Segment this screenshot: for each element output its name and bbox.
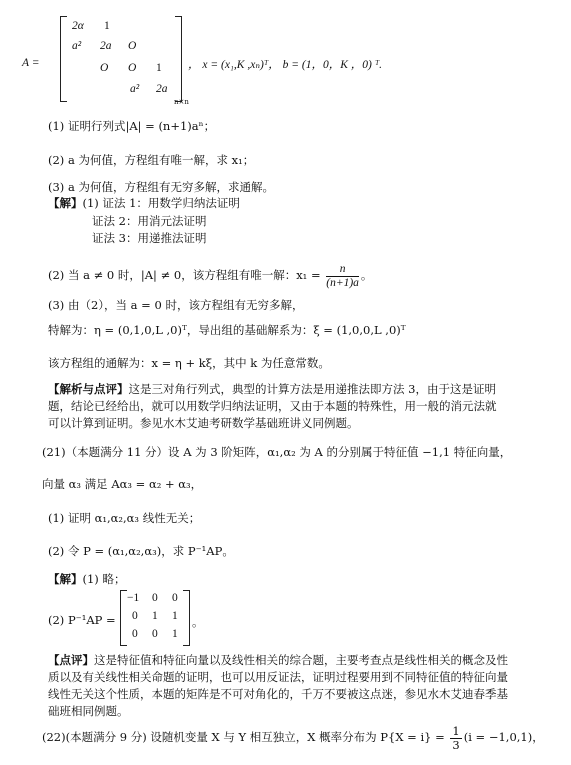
q21-solution-2: (2) P⁻¹AP = xyxy=(48,613,116,627)
matrix-a-cell: 2a xyxy=(156,83,168,95)
analysis-line-1: 【解析与点评】这是三对角行列式，典型的计算方法是用递推法即方法 3，由于这是证明 xyxy=(48,382,496,396)
solution-unique-solution: (2) 当 a ≠ 0 时，|A| ≠ 0，该方程组有唯一解：x₁ = $\frac{n}{(n+1)a}$ 。 xyxy=(48,262,373,289)
analysis-line-3: 可以计算到证明。参见水木艾迪考研数学基础班讲义同例题。 xyxy=(48,416,359,430)
matrix-cell: 0 xyxy=(152,592,158,604)
analysis-tag: 【解析与点评】 xyxy=(48,382,129,396)
fraction: $\frac{1}{3}$ xyxy=(452,723,460,752)
matrix-a-cell: O xyxy=(128,62,137,74)
matrix-p-inv-a-p xyxy=(120,590,190,646)
comment-line-1: 【点评】这是特征值和特征向量以及线性相关的综合题，主要考查点是线性相关的概念及性 xyxy=(48,653,508,667)
question-1: (1) 证明行列式|A| = (n+1)aⁿ； xyxy=(48,119,216,133)
matrix-a-subscript: n×n xyxy=(174,98,189,106)
matrix-cell: 0 xyxy=(172,592,178,604)
q21-line-2: 向量 α₃ 满足 Aα₃ = α₂ + α₃， xyxy=(42,477,203,491)
matrix-cell: −1 xyxy=(127,592,140,604)
fraction: $\frac{n}{(n+1)a}$ xyxy=(326,262,359,289)
matrix-a-cell: a² xyxy=(130,83,140,95)
solution-line-7: 该方程组的通解为：x = η + kξ，其中 k 为任意常数。 xyxy=(48,356,330,370)
matrix-cell: 1 xyxy=(172,628,178,640)
comment-line-3: 线性无关这个性质，本题的矩阵是不可对角化的，千万不要被这点迷，参见水木艾迪春季基 xyxy=(48,687,508,701)
solution-line-3: 证法 3：用递推法证明 xyxy=(92,231,207,245)
solution-line-6: 特解为：η = (0,1,0,L ,0)ᵀ，导出组的基础解系为：ξ = (1,0,0,L ,0)ᵀ xyxy=(48,323,406,337)
comment-line-4: 础班相同例题。 xyxy=(48,704,129,718)
matrix-a-cell: a² xyxy=(72,40,82,52)
solution-line-2: 证法 2：用消元法证明 xyxy=(92,214,207,228)
matrix-cell: 0 xyxy=(132,610,138,622)
matrix-cell: 1 xyxy=(172,610,178,622)
matrix-a xyxy=(60,16,182,102)
analysis-line-2: 题，结论已经给出，就可以用数学归纳法证明，又由于本题的特殊性，用一般的消元法就 xyxy=(48,399,497,413)
comment-tag: 【点评】 xyxy=(48,653,94,667)
q21-solution-1: 【解】(1) 略； xyxy=(48,572,126,586)
matrix-a-cell: 1 xyxy=(156,62,162,74)
q21-sub-2: (2) 令 P = (α₁,α₂,α₃)，求 P⁻¹AP。 xyxy=(48,544,234,558)
q22-line: (22)(本题满分 9 分) 设随机变量 X 与 Y 相互独立，X 概率分布为 P{X = i} = $\frac{1}{3}$ (i = −1,0,1)， xyxy=(42,723,544,752)
matrix-a-cell: O xyxy=(128,40,137,52)
x-b-definition: ， x = (x₁,K ,xₙ)ᵀ， b = (1，0，K ，0) ᵀ. xyxy=(188,59,383,71)
matrix-cell: 0 xyxy=(152,628,158,640)
q21-solution-tag: 【解】 xyxy=(48,572,83,586)
matrix-a-cell: 1 xyxy=(104,20,110,32)
matrix-cell: 0 xyxy=(132,628,138,640)
matrix-a-label: A = xyxy=(22,57,40,69)
solution-tag: 【解】 xyxy=(48,196,83,210)
comment-line-2: 质以及有关线性相关命题的证明，也可以用反证法，证明过程要用到不同特征值的特征向量 xyxy=(48,670,508,684)
matrix-cell: 1 xyxy=(152,610,158,622)
q21-solution-2-end: 。 xyxy=(192,615,204,629)
matrix-a-cell: O xyxy=(100,62,109,74)
q21-line-1: (21)（本题满分 11 分）设 A 为 3 阶矩阵，α₁,α₂ 为 A 的分别属于特征值 −1,1 特征向量， xyxy=(42,445,512,459)
q21-sub-1: (1) 证明 α₁,α₂,α₃ 线性无关； xyxy=(48,511,201,525)
question-2: (2) a 为何值，方程组有唯一解，求 x₁； xyxy=(48,153,255,167)
question-3: (3) a 为何值，方程组有无穷多解，求通解。 xyxy=(48,180,274,194)
solution-line-1: 【解】(1) 证法 1：用数学归纳法证明 xyxy=(48,196,240,210)
solution-line-5: (3) 由（2），当 a = 0 时，该方程组有无穷多解， xyxy=(48,298,304,312)
matrix-a-cell: 2a xyxy=(100,40,112,52)
matrix-a-cell: 2α xyxy=(72,20,84,32)
